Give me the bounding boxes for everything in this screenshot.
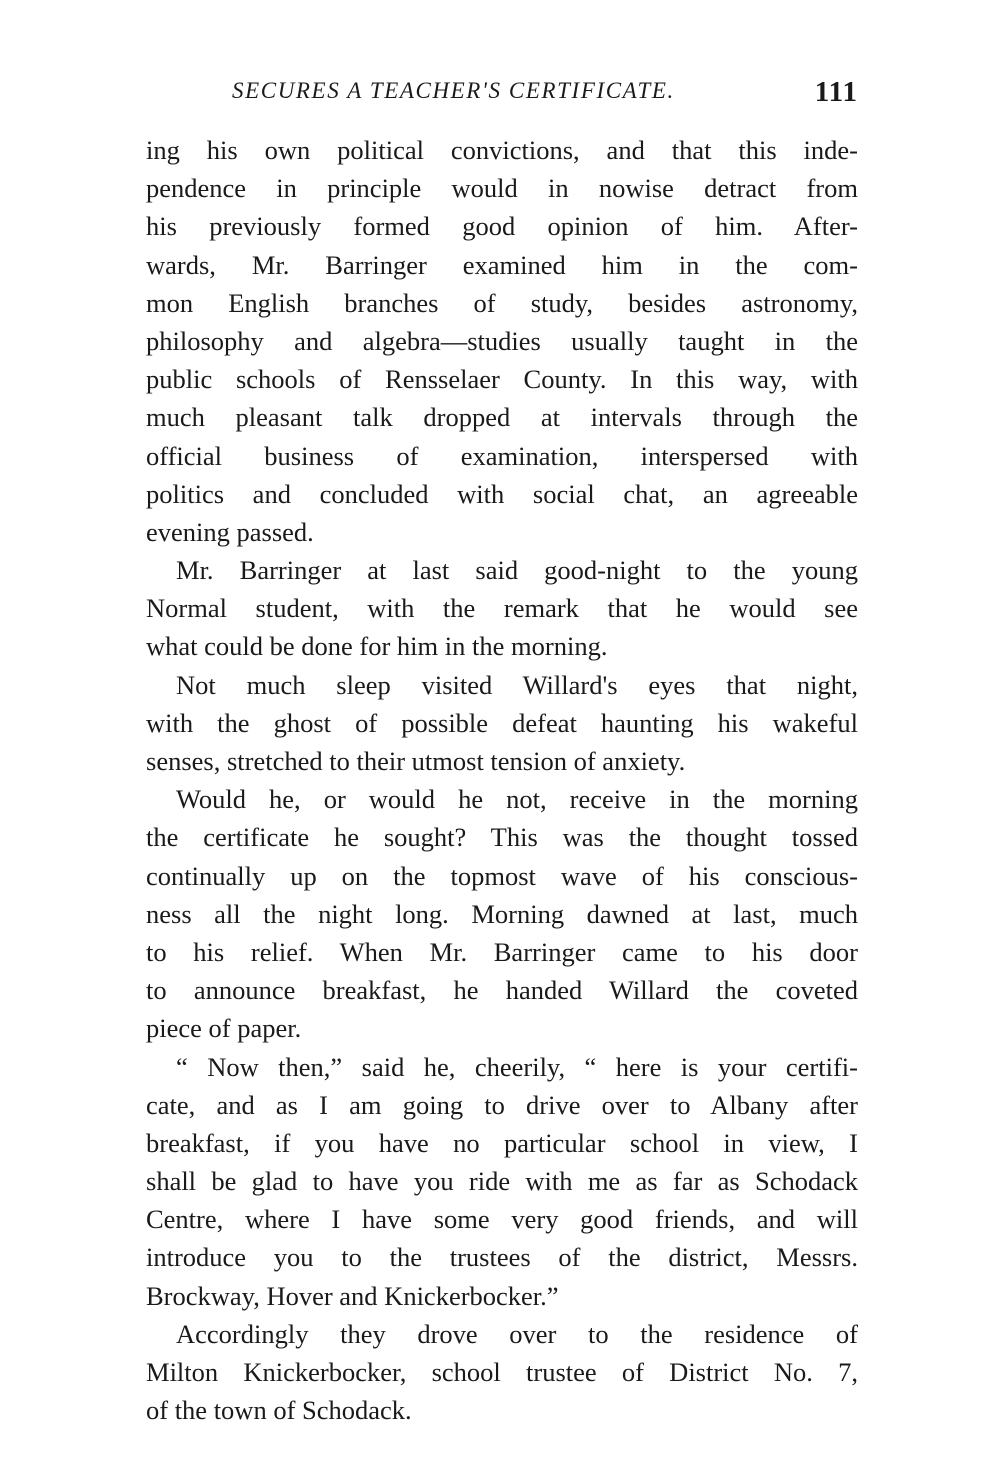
text-line: to his relief. When Mr. Barringer came to his door — [146, 936, 858, 967]
text-line: continually up on the topmost wave of his conscious- — [146, 860, 858, 891]
text-line: cate, and as I am going to drive over to Albany after — [146, 1089, 858, 1120]
text-line: Normal student, with the remark that he would see — [146, 593, 858, 624]
text-line: Mr. Barringer at last said good-night to the young — [176, 555, 858, 586]
text-line: his previously formed good opinion of him. After- — [146, 211, 858, 242]
text-line: introduce you to the trustees of the district, Messrs. — [146, 1242, 858, 1273]
text-line: shall be glad to have you ride with me as far as Schodack — [146, 1166, 858, 1197]
text-line: Milton Knickerbocker, school trustee of District No. 7, — [146, 1357, 858, 1387]
text-line: to announce breakfast, he handed Willard the coveted — [146, 975, 858, 1006]
paragraph — [146, 1048, 858, 1315]
paragraph — [146, 1315, 858, 1430]
text-line: piece of paper. — [146, 1013, 302, 1044]
text-line: Brockway, Hover and Knickerbocker.” — [146, 1280, 559, 1311]
text-line: evening passed. — [146, 516, 314, 547]
text-line: with the ghost of possible defeat haunting his wakeful — [146, 707, 858, 738]
text-line: politics and concluded with social chat, an agreeable — [146, 478, 858, 509]
paragraph — [146, 551, 858, 666]
text-line: Accordingly they drove over to the residence of — [176, 1318, 858, 1349]
text-line: wards, Mr. Barringer examined him in the com- — [146, 249, 858, 280]
text-line: philosophy and algebra—studies usually taught in the — [146, 325, 858, 356]
body-text — [146, 131, 858, 1429]
text-line: mon English branches of study, besides astronomy, — [146, 287, 858, 318]
text-line: senses, stretched to their utmost tension of anxiety. — [146, 746, 686, 776]
text-line: Centre, where I have some very good friends, and will — [146, 1204, 858, 1235]
text-line: “ Now then,” said he, cheerily, “ here is your certifi- — [176, 1051, 858, 1082]
text-line: the certificate he sought? This was the thought tossed — [146, 822, 858, 853]
text-line: breakfast, if you have no particular school in view, I — [146, 1127, 858, 1158]
text-line: what could be done for him in the morning. — [146, 631, 608, 662]
page-number: 111 — [814, 76, 858, 108]
text-line: pendence in principle would in nowise detract from — [146, 173, 858, 204]
text-line: Would he, or would he not, receive in the morning — [176, 784, 858, 815]
paragraph — [146, 780, 858, 1047]
running-head — [232, 76, 858, 116]
running-title: SECURES A TEACHER'S CERTIFICATE. — [232, 78, 675, 103]
text-line: much pleasant talk dropped at intervals through the — [146, 402, 858, 433]
text-line: Not much sleep visited Willard's eyes that night, — [176, 669, 858, 700]
text-line: ness all the night long. Morning dawned at last, much — [146, 898, 858, 929]
text-line: of the town of Schodack. — [146, 1395, 412, 1426]
paragraph — [146, 666, 858, 781]
text-line: ing his own political convictions, and that this inde- — [146, 135, 858, 165]
text-line: official business of examination, interspersed with — [146, 440, 858, 471]
paragraph — [146, 131, 858, 551]
text-line: public schools of Rensselaer County. In this way, with — [146, 364, 858, 395]
